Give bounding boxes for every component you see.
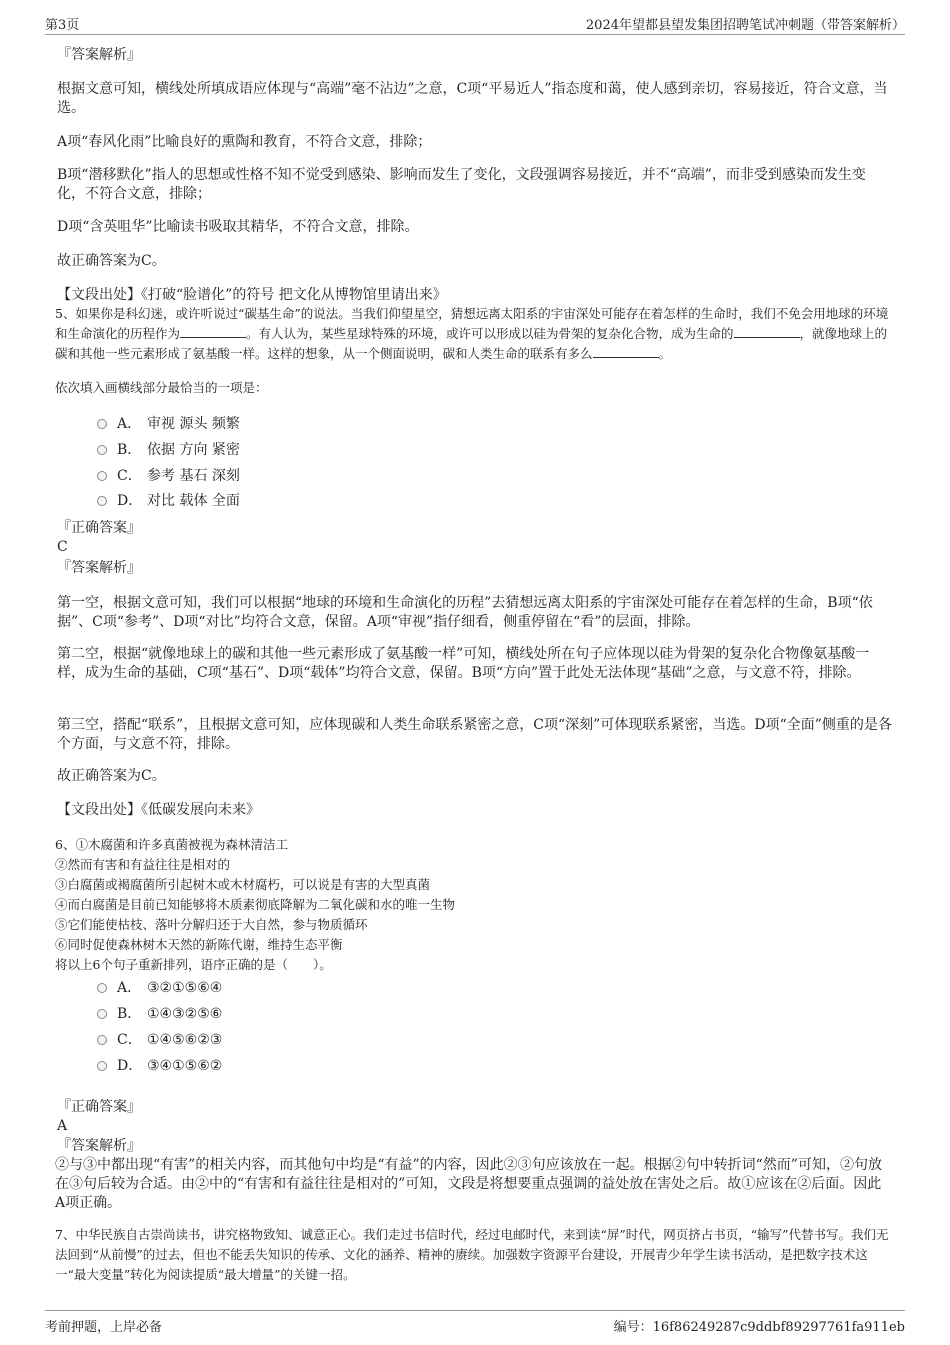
q6-sentence: ⑥同时促使森林树木天然的新陈代谢，维持生态平衡 [55, 937, 343, 952]
q5-answer: C [57, 539, 68, 555]
footer-slogan: 考前押题，上岸必备 [45, 1320, 163, 1335]
q5-option-a[interactable]: A． 审视 源头 频繁 [97, 415, 240, 433]
q6-sentence: ④而白腐菌是目前已知能够将木质素彻底降解为二氧化碳和水的唯一生物 [55, 897, 456, 912]
q6-option-b[interactable]: B． ①④③②⑤⑥ [97, 1005, 222, 1023]
q5-conclusion: 故正确答案为C。 [57, 768, 166, 784]
q5-analysis-p1: 第一空，根据文意可知，我们可以根据“地球的环境和生命演化的历程”去猜想远离太阳系的宇宙深处可能存在着怎样的生命，B项“依据”、C项“参考”、D项“对比”均符合文意，保留。A项“审视”指仔细看，侧重停留在“看”的层面，排除。 [57, 595, 873, 630]
q4-analysis-p1: 根据文意可知，横线处所填成语应体现与“高端”毫不沾边”之意，C项“平易近人”指态度和蔼，使人感到亲切，容易接近，符合文意，当选。 [57, 81, 888, 116]
page-footer [45, 1310, 905, 1337]
q5-source: 【文段出处】《低碳发展向未来》 [57, 802, 260, 818]
q6-analysis-label: 『答案解析』 [57, 1138, 141, 1154]
radio-icon[interactable] [97, 419, 107, 429]
q6-answer-label: 『正确答案』 [57, 1099, 141, 1115]
radio-icon[interactable] [97, 1035, 107, 1045]
q6-sentence-list [55, 835, 891, 975]
q4-analysis-p4: D项“含英咀华”比喻读书吸取其精华，不符合文意，排除。 [57, 219, 419, 235]
q4-source: 【文段出处】《打破“脸谱化”的符号 把文化从博物馆里请出来》 [57, 287, 447, 303]
q6-option-a[interactable]: A． ③②①⑤⑥④ [97, 979, 222, 997]
q5-prompt: 依次填入画横线部分最恰当的一项是： [55, 380, 268, 395]
page-header [45, 14, 905, 35]
radio-icon[interactable] [97, 1061, 107, 1071]
q6-sentence: 6、①木腐菌和许多真菌被视为森林清洁工 [55, 837, 288, 852]
q5-option-c[interactable]: C． 参考 基石 深刻 [97, 467, 240, 485]
q4-analysis-label: 『答案解析』 [57, 47, 141, 63]
radio-icon[interactable] [97, 471, 107, 481]
radio-icon[interactable] [97, 983, 107, 993]
document-title: 2024年望都县望发集团招聘笔试冲刺题（带答案解析） [585, 18, 905, 33]
q6-answer: A [57, 1118, 68, 1134]
radio-icon[interactable] [97, 445, 107, 455]
q5-option-b[interactable]: B． 依据 方向 紧密 [97, 441, 240, 459]
q4-analysis-p2: A项“春风化雨”比喻良好的熏陶和教育，不符合文意，排除； [57, 134, 432, 150]
q5-analysis-p2: 第二空，根据“就像地球上的碳和其他一些元素形成了氨基酸一样”可知，横线处所在句子应体现以硅为骨架的复杂化合物像氨基酸一样，成为生命的基础，C项“基石”、D项“载体”均符合文意，保留。B项“方向”置于此处无法体现“基础”之意，与文意不符，排除。 [57, 646, 870, 681]
q6-sentence: ③白腐菌或褐腐菌所引起树木或木材腐朽，可以说是有害的大型真菌 [55, 877, 431, 892]
q5-analysis-p3: 第三空，搭配“联系”，且根据文意可知，应体现碳和人类生命联系紧密之意，C项“深刻”可体现联系紧密，当选。D项“全面”侧重的是各个方面，与文意不符，排除。 [57, 717, 892, 752]
q6-analysis: ②与③中都出现“有害”的相关内容，而其他句中均是“有益”的内容，因此②③句应该放在一起。根据②句中转折词“然而”可知，②句放在③句后较为合适。由②中的“有害和有益往往是相对的”可知，文段是将想要重点强调的益处放在害处之后。故①应该在②后面。因此A项正确。 [55, 1157, 882, 1211]
radio-icon[interactable] [97, 496, 107, 506]
q7-stem: 7、中华民族自古崇尚读书，讲究格物致知、诚意正心。我们走过书信时代，经过电邮时代，来到读“屏”时代，网页挤占书页，“输写”代替书写。我们无法回到“从前慢”的过去，但也不能丢失知识的传承、文化的涵养、精神的赓续。加强数字资源平台建设，开展青少年学生读书活动，是把数字技术这一“最大变量”转化为阅读提质“最大增量”的关键一招。 [55, 1227, 889, 1282]
q6-option-d[interactable]: D． ③④①⑤⑥② [97, 1057, 222, 1075]
document-code: 编号：16f86249287c9ddbf89297761fa911eb [613, 1320, 905, 1335]
q6-sentence: ⑤它们能使枯枝、落叶分解归还于大自然，参与物质循环 [55, 917, 368, 932]
q6-sentence: ②然而有害和有益往往是相对的 [55, 857, 231, 872]
q5-stem: 5、如果你是科幻迷，或许听说过“碳基生命”的说法。当我们仰望星空，猜想远离太阳系的宇宙深处可能存在着怎样的生命时，我们不免会用地球的环境和生命演化的历程作为 。有人认为，某些星球特殊的环境，或许可以形成以硅为骨架的复杂化合物，成为生命的 ，就像地球上的碳和其他一些元素形成了氨基酸一样。这样的想象，从一个侧面说明，碳和人类生命的联系有多么 。 [55, 306, 889, 361]
q6-prompt: 将以上6个句子重新排列，语序正确的是（ ）。 [55, 957, 332, 972]
q5-option-d[interactable]: D． 对比 载体 全面 [97, 492, 240, 510]
q4-analysis-p3: B项“潜移默化”指人的思想或性格不知不觉受到感染、影响而发生了变化，文段强调容易接近，并不“高端”，而非受到感染而发生变化，不符合文意，排除； [57, 167, 866, 202]
q5-analysis-label: 『答案解析』 [57, 560, 141, 576]
q4-conclusion: 故正确答案为C。 [57, 253, 166, 269]
q5-answer-label: 『正确答案』 [57, 520, 141, 536]
q5-blank-1 [180, 327, 246, 338]
q6-option-c[interactable]: C． ①④⑤⑥②③ [97, 1031, 222, 1049]
q5-blank-3 [593, 347, 659, 358]
radio-icon[interactable] [97, 1009, 107, 1019]
page-number: 第3页 [45, 18, 80, 33]
q5-blank-2 [734, 327, 800, 338]
